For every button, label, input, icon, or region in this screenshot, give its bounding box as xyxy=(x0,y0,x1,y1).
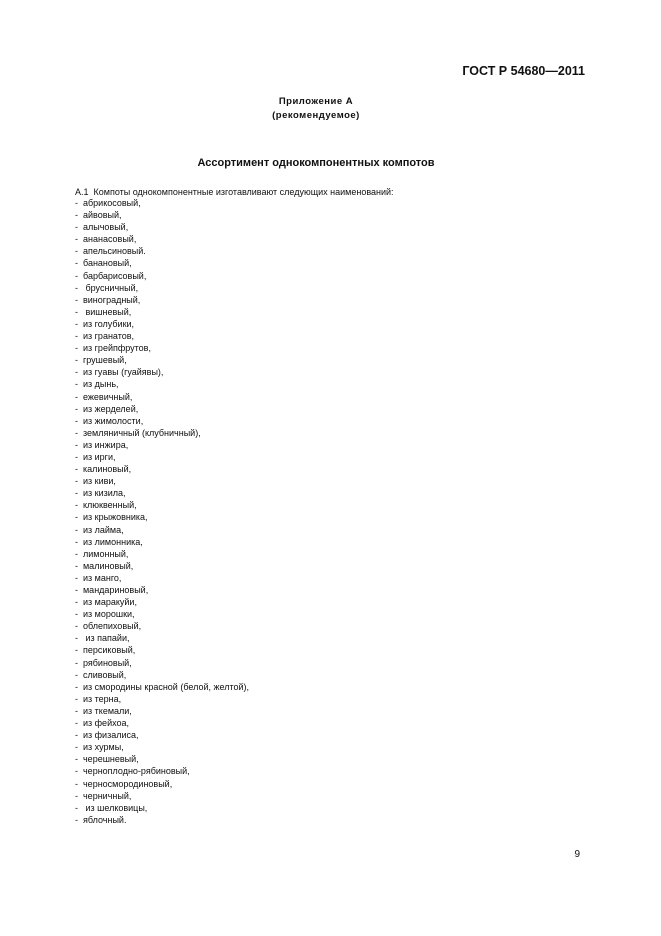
list-item: - из манго, xyxy=(75,572,122,583)
list-item: - из физалиса, xyxy=(75,730,139,741)
section-heading: Ассортимент однокомпонентных компотов xyxy=(197,157,435,169)
document-header: ГОСТ Р 54680—2011 xyxy=(462,64,585,78)
list-item: - черноплодно-рябиновый, xyxy=(75,766,190,777)
list-item: - банановый, xyxy=(75,258,132,269)
list-item: - грушевый, xyxy=(75,355,127,366)
list-item: - из маракуйи, xyxy=(75,597,137,608)
list-item: - из дынь, xyxy=(75,379,119,390)
list-item: - персиковый, xyxy=(75,645,136,656)
list-item: - из лимонника, xyxy=(75,536,143,547)
list-item: - виноградный, xyxy=(75,294,141,305)
list-item: - из кизила, xyxy=(75,488,126,499)
list-item: - из голубики, xyxy=(75,318,135,329)
list-item: - из жерделей, xyxy=(75,403,139,414)
list-item: - айвовый, xyxy=(75,210,122,221)
list-item: - из терна, xyxy=(75,693,122,704)
list-item: - абрикосовый, xyxy=(75,198,141,208)
list-item: - калиновый, xyxy=(75,464,132,475)
list-item: - из шелковицы, xyxy=(75,802,148,813)
list-item: - малиновый, xyxy=(75,560,134,571)
list-item: - рябиновый, xyxy=(75,657,132,668)
intro-paragraph: А.1 Компоты однокомпонентные изготавливают следующих наименований: xyxy=(75,187,394,197)
list-item: - из лайма, xyxy=(75,524,124,535)
list-item: - из хурмы, xyxy=(75,742,124,753)
list-item: - из жимолости, xyxy=(75,415,144,426)
list-item: - из гуавы (гуайявы), xyxy=(75,367,164,378)
list-item: - барбарисовый, xyxy=(75,270,147,281)
list-item: - черешневый, xyxy=(75,754,139,765)
list-item: - клюквенный, xyxy=(75,500,137,511)
list-item: - из крыжовника, xyxy=(75,512,148,523)
compote-list xyxy=(75,197,249,826)
list-item: - из смородины красной (белой, желтой), xyxy=(75,681,250,692)
list-item: - алычовый, xyxy=(75,222,129,233)
list-item: - из ткемали, xyxy=(75,705,132,716)
list-item: - из гранатов, xyxy=(75,331,135,342)
list-item: - ежевичный, xyxy=(75,391,133,402)
list-item: - из морошки, xyxy=(75,609,135,620)
page-number: 9 xyxy=(574,849,580,860)
list-item: - из инжира, xyxy=(75,439,129,450)
list-item: - вишневый, xyxy=(75,306,132,317)
list-item: - черносмородиновый, xyxy=(75,778,173,789)
list-item: - ананасовый, xyxy=(75,234,137,245)
list-item: - из киви, xyxy=(75,476,116,487)
appendix-title: Приложение А xyxy=(278,96,354,107)
list-item: - из грейпфрутов, xyxy=(75,343,151,354)
list-item: - земляничный (клубничный), xyxy=(75,427,201,438)
list-item: - из ирги, xyxy=(75,451,116,462)
list-item: - апельсиновый. xyxy=(75,246,146,257)
list-item: - черничный, xyxy=(75,790,132,801)
list-item: - из фейхоа, xyxy=(75,718,129,729)
list-item: - яблочный. xyxy=(75,814,127,825)
list-item: - лимонный, xyxy=(75,548,129,559)
list-item: - из папайи, xyxy=(75,633,130,644)
appendix-subtitle: (рекомендуемое) xyxy=(272,110,360,121)
list-item: - мандариновый, xyxy=(75,585,149,595)
list-item: - брусничный, xyxy=(75,282,139,293)
list-item: - облепиховый, xyxy=(75,621,142,632)
list-item: - сливовый, xyxy=(75,669,127,680)
